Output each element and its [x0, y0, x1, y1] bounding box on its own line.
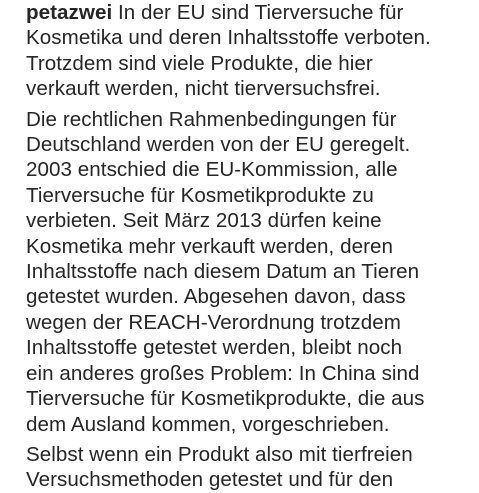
post-caption: [26, 0, 478, 493]
username-link[interactable]: petazwei: [26, 1, 113, 24]
caption-paragraph-2: Die rechtlichen Rahmenbedingungen für Deutschland werden von der EU geregelt. 2003 entschied die EU-Kommission, alle Tierversuche für Kosmetikprodukte zu verbieten. Seit März 2013 dürfen keine Kosmetika mehr verkauft werden, deren Inhaltsstoffe nach diesem Datum an Tieren getestet wurden. Abgesehen davon, dass wegen der REACH-Verordnung trotzdem Inhaltsstoffe getestet werden, bleibt noch ein anderes großes Problem: In China sind Tierversuche für Kosmetikprodukte, die aus dem Ausland kommen, vorgeschrieben.: [26, 107, 425, 436]
caption-paragraph-1: [26, 0, 478, 102]
caption-text-1: In der EU sind Tierversuche für Kosmetika und deren Inhaltsstoffe verboten. Trotzdem sind viele Produkte, die hier verkauft werden, nicht tierversuchsfrei.: [26, 1, 431, 101]
caption-paragraph-3: Selbst wenn ein Produkt also mit tierfreien Versuchsmethoden getestet und für den: [26, 442, 413, 492]
